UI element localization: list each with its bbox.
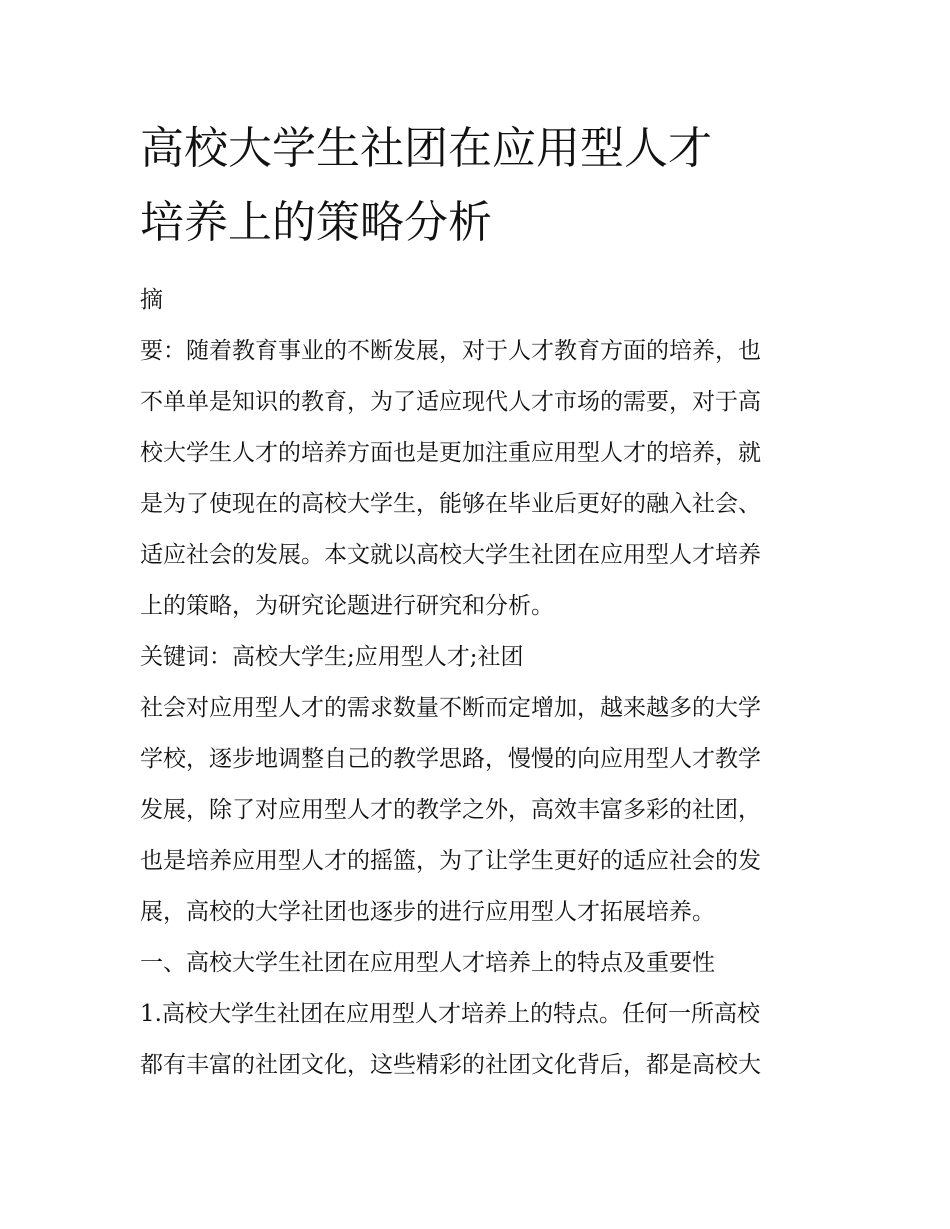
- title-line-1: 高校大学生社团在应用型人才: [140, 123, 712, 174]
- abstract-label-line: 摘: [140, 287, 163, 313]
- section-line: 都有丰富的社团文化，这些精彩的社团文化背后，都是高校大: [140, 1052, 761, 1078]
- abstract-line: 要：随着教育事业的不断发展，对于人才教育方面的培养，也: [140, 338, 761, 364]
- title-line-2: 培养上的策略分析: [140, 197, 492, 248]
- abstract-line: 不单单是知识的教育，为了适应现代人才市场的需要，对于高: [140, 389, 761, 415]
- abstract-line: 适应社会的发展。本文就以高校大学生社团在应用型人才培养: [140, 542, 761, 568]
- abstract: [140, 275, 820, 1091]
- keywords-line: 关键词：高校大学生;应用型人才;社团: [140, 644, 524, 670]
- section-heading: 一、高校大学生社团在应用型人才培养上的特点及重要性: [140, 950, 715, 976]
- section-line: 1.高校大学生社团在应用型人才培养上的特点。任何一所高校: [140, 1001, 760, 1027]
- intro-line: 展，高校的大学社团也逐步的进行应用型人才拓展培养。: [140, 899, 715, 925]
- intro-line: 社会对应用型人才的需求数量不断而定增加，越来越多的大学: [140, 695, 761, 721]
- intro-line: 也是培养应用型人才的摇篮，为了让学生更好的适应社会的发: [140, 848, 761, 874]
- abstract-line: 是为了使现在的高校大学生，能够在毕业后更好的融入社会、: [140, 491, 761, 517]
- intro-line: 发展，除了对应用型人才的教学之外，高效丰富多彩的社团，: [140, 797, 761, 823]
- page-title: [140, 112, 820, 260]
- abstract-line: 上的策略，为研究论题进行研究和分析。: [140, 593, 554, 619]
- abstract-line: 校大学生人才的培养方面也是更加注重应用型人才的培养，就: [140, 440, 761, 466]
- intro-line: 学校，逐步地调整自己的教学思路，慢慢的向应用型人才教学: [140, 746, 761, 772]
